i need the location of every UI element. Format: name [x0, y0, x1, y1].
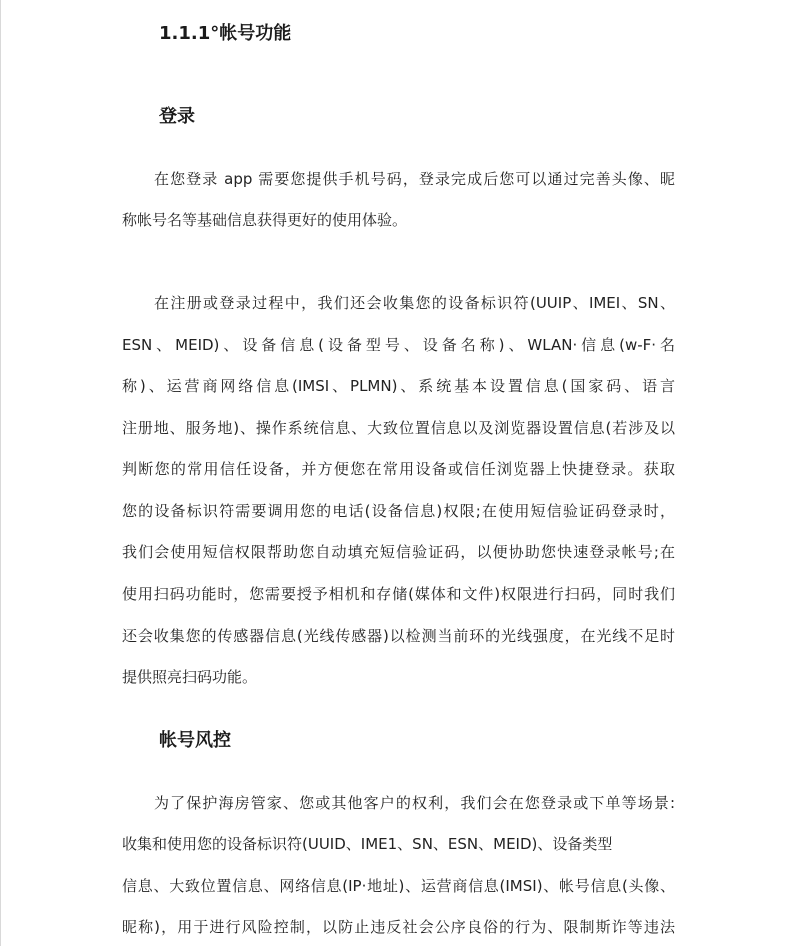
login-para1-line: 在您登录 app 需要您提供手机号码，登录完成后您可以通过完善头像、昵: [154, 170, 675, 188]
risk-para-line: 昵称)，用于进行风险控制，以防止违反社会公序良俗的行为、限制斯诈等违法: [122, 918, 675, 936]
login-para2-line: 称)、运营商网络信息(IMSI、PLMN)、系统基本设置信息(国家码、语言: [122, 377, 675, 395]
login-para2-line: 注册地、服务地)、操作系统信息、大致位置信息以及浏览器设置信息(若涉及以: [122, 419, 675, 437]
login-para2-line: 使用扫码功能时，您需要授予相机和存储(媒体和文件)权限进行扫码，同时我们: [122, 585, 675, 603]
risk-heading: 帐号风控: [159, 730, 231, 751]
login-para2-line: 我们会使用短信权限帮助您自动填充短信验证码，以便协助您快速登录帐号;在: [122, 543, 675, 561]
section-title: 1.1.1°帐号功能: [159, 23, 292, 44]
login-para2-line: 还会收集您的传感器信息(光线传感器)以检测当前环的光线强度，在光线不足时: [122, 627, 675, 645]
login-para1-line: 称帐号名等基础信息获得更好的使用体验。: [122, 211, 408, 229]
risk-para-line: 收集和使用您的设备标识符(UUID、IME1、SN、ESN、MEID)、设备类型: [122, 835, 613, 853]
login-heading: 登录: [159, 106, 195, 127]
login-para2-line: 在注册或登录过程中，我们还会收集您的设备标识符(UUIP、IMEI、SN、: [154, 294, 675, 312]
risk-para-line: 信息、大致位置信息、网络信息(IP·地址)、运营商信息(IMSI)、帐号信息(头像、: [122, 877, 675, 895]
login-para2-line: 您的设备标识符需要调用您的电话(设备信息)权限;在使用短信验证码登录时，: [122, 502, 675, 520]
risk-para-line: 为了保护海房管家、您或其他客户的权利，我们会在您登录或下单等场景:: [154, 794, 675, 812]
login-para2-line: 提供照亮扫码功能。: [122, 668, 258, 686]
login-para2-line: 判断您的常用信任设备，并方便您在常用设备或信任浏览器上快捷登录。获取: [122, 460, 675, 478]
login-para2-line: ESN、MEID)、设备信息(设备型号、设备名称)、WLAN·信息(w-F·名: [122, 336, 675, 354]
